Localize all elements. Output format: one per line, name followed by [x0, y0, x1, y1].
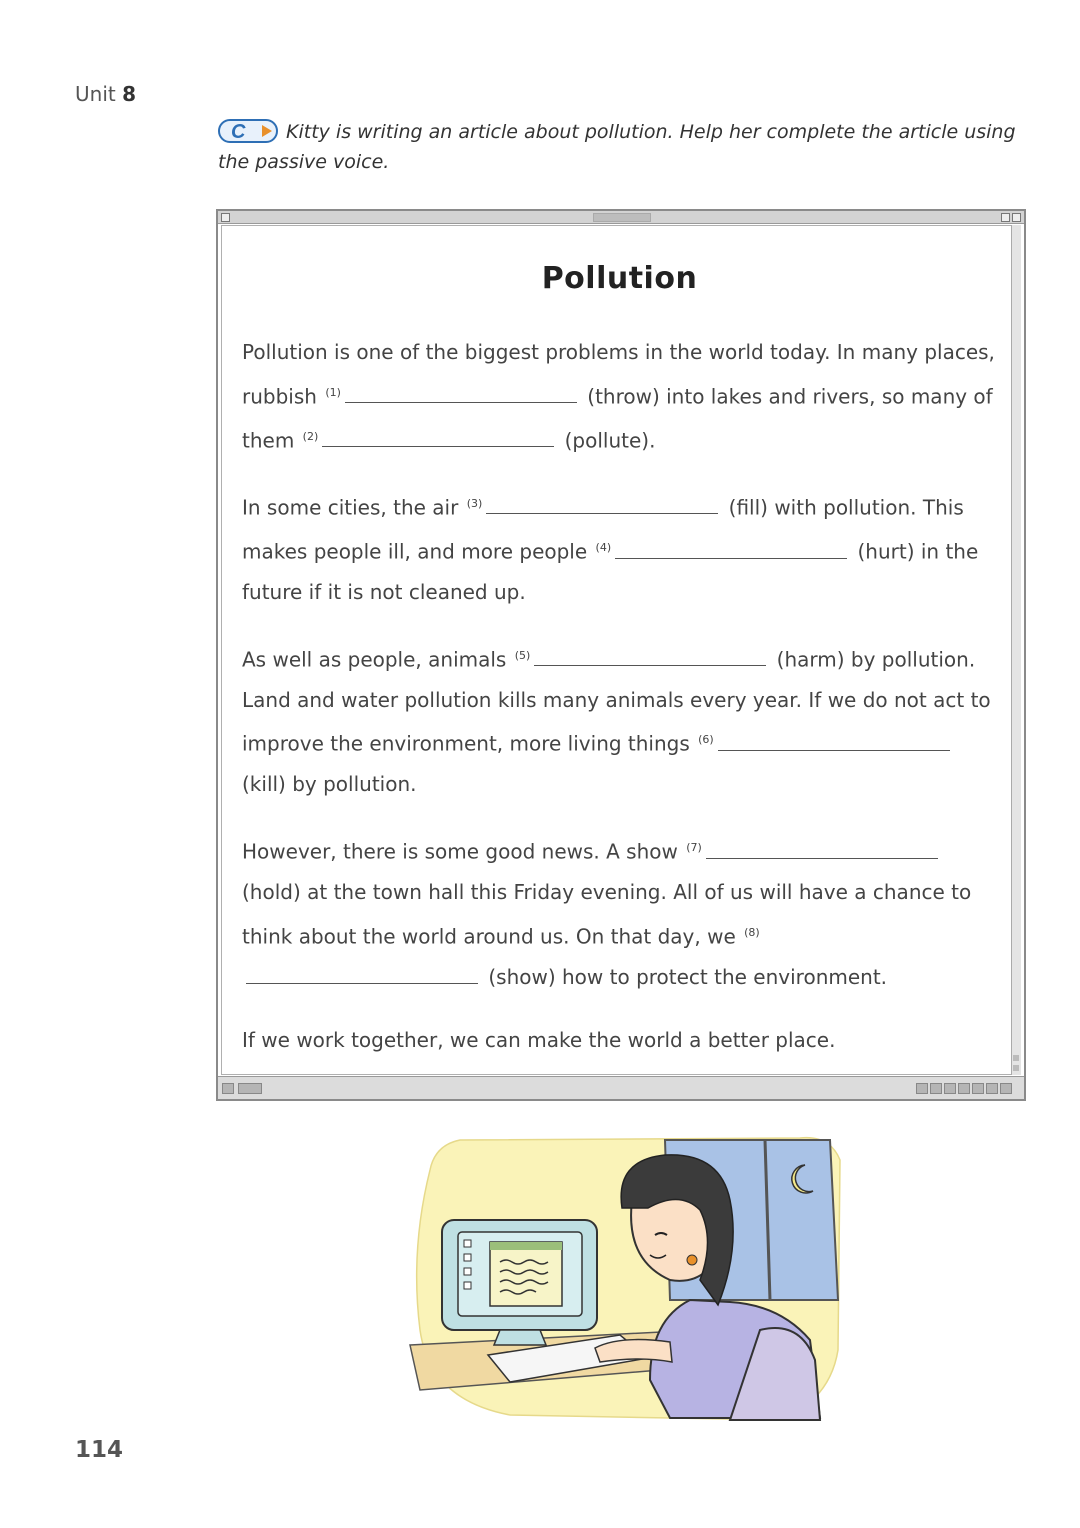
question-number: (7)	[686, 840, 702, 854]
toolbar-icon-2[interactable]	[930, 1083, 942, 1094]
answer-blank-2[interactable]	[322, 428, 554, 447]
paragraph-text: (fill) with pollution. This makes people ill, and more people	[242, 495, 964, 564]
paragraph-text: In some cities, the air	[242, 495, 465, 520]
svg-text:C: C	[231, 120, 246, 143]
paragraph-text: As well as people, animals	[242, 647, 513, 672]
answer-blank-6[interactable]	[718, 732, 950, 751]
paragraph-text: (pollute).	[558, 428, 656, 453]
checkmark-icon[interactable]	[1000, 1083, 1012, 1094]
paragraph-2	[242, 484, 997, 613]
paragraph-text: (throw) into lakes and rivers, so many of them	[242, 384, 993, 453]
toolbar-icon-1[interactable]	[916, 1083, 928, 1094]
instruction	[218, 117, 1028, 177]
toolbar-icon-5[interactable]	[972, 1083, 984, 1094]
arrow-icon[interactable]	[238, 1083, 262, 1094]
collapse-box-icon[interactable]	[1012, 213, 1021, 222]
zoom-box-icon[interactable]	[1001, 213, 1010, 222]
paragraph-text: However, there is some good news. A show	[242, 839, 685, 864]
paragraph-3	[242, 636, 997, 805]
answer-blank-4[interactable]	[615, 540, 847, 559]
paragraph-4	[242, 828, 997, 997]
question-number: (2)	[302, 429, 319, 443]
paragraph-text: (hurt) in the future if it is not cleaned up.	[242, 539, 979, 605]
toolbar-icon-4[interactable]	[958, 1083, 970, 1094]
scroll-up-icon[interactable]	[1013, 1055, 1019, 1061]
close-box-icon[interactable]	[221, 213, 230, 222]
paragraph-text: (show) how to protect the environment.	[482, 964, 888, 989]
paragraph-text: (kill) by pollution.	[242, 772, 417, 797]
girl-at-computer-illustration	[400, 1130, 845, 1425]
answer-blank-1[interactable]	[345, 384, 577, 403]
question-number: (4)	[595, 540, 612, 554]
window-titlebar[interactable]	[218, 211, 1024, 224]
question-number: (1)	[325, 385, 341, 399]
instruction-text: Kitty is writing an article about pollution. Help her complete the article using the passive voice.	[218, 121, 1016, 173]
article-window	[216, 209, 1026, 1101]
question-number: (3)	[466, 496, 483, 510]
titlebar-grip	[593, 213, 651, 222]
article-title: Pollution	[541, 261, 698, 296]
question-number: (5)	[514, 648, 531, 662]
toolbar-icon-3[interactable]	[944, 1083, 956, 1094]
page-icon[interactable]	[222, 1083, 234, 1094]
section-c-badge-icon	[218, 119, 278, 143]
paragraph-text: Pollution is one of the biggest problems in the world today. In many places, rubbish	[242, 340, 995, 409]
page-number: 114	[75, 1437, 124, 1463]
paragraph-5	[242, 1020, 997, 1061]
toolbar-icon-6[interactable]	[986, 1083, 998, 1094]
answer-blank-5[interactable]	[534, 647, 766, 666]
paragraph-text: (harm) by pollution. Land and water pollution kills many animals every year. If we do not act to improve the environment, more living things	[242, 647, 991, 756]
unit-number: 8	[122, 82, 136, 106]
article-document	[242, 261, 997, 1084]
paragraph-1	[242, 332, 997, 461]
answer-blank-7[interactable]	[706, 840, 938, 859]
paragraph-text: (hold) at the town hall this Friday evening. All of us will have a chance to think about the world around us. On that day, we	[242, 880, 972, 949]
vertical-scrollbar[interactable]	[1011, 225, 1021, 1075]
unit-label: Unit	[75, 82, 116, 106]
answer-blank-3[interactable]	[486, 495, 718, 514]
answer-blank-8[interactable]	[246, 965, 478, 984]
question-number: (8)	[744, 925, 760, 939]
scroll-down-icon[interactable]	[1013, 1065, 1019, 1071]
paragraph-text: If we work together, we can make the world a better place.	[242, 1028, 836, 1053]
question-number: (6)	[698, 733, 714, 747]
unit-header	[75, 82, 136, 106]
